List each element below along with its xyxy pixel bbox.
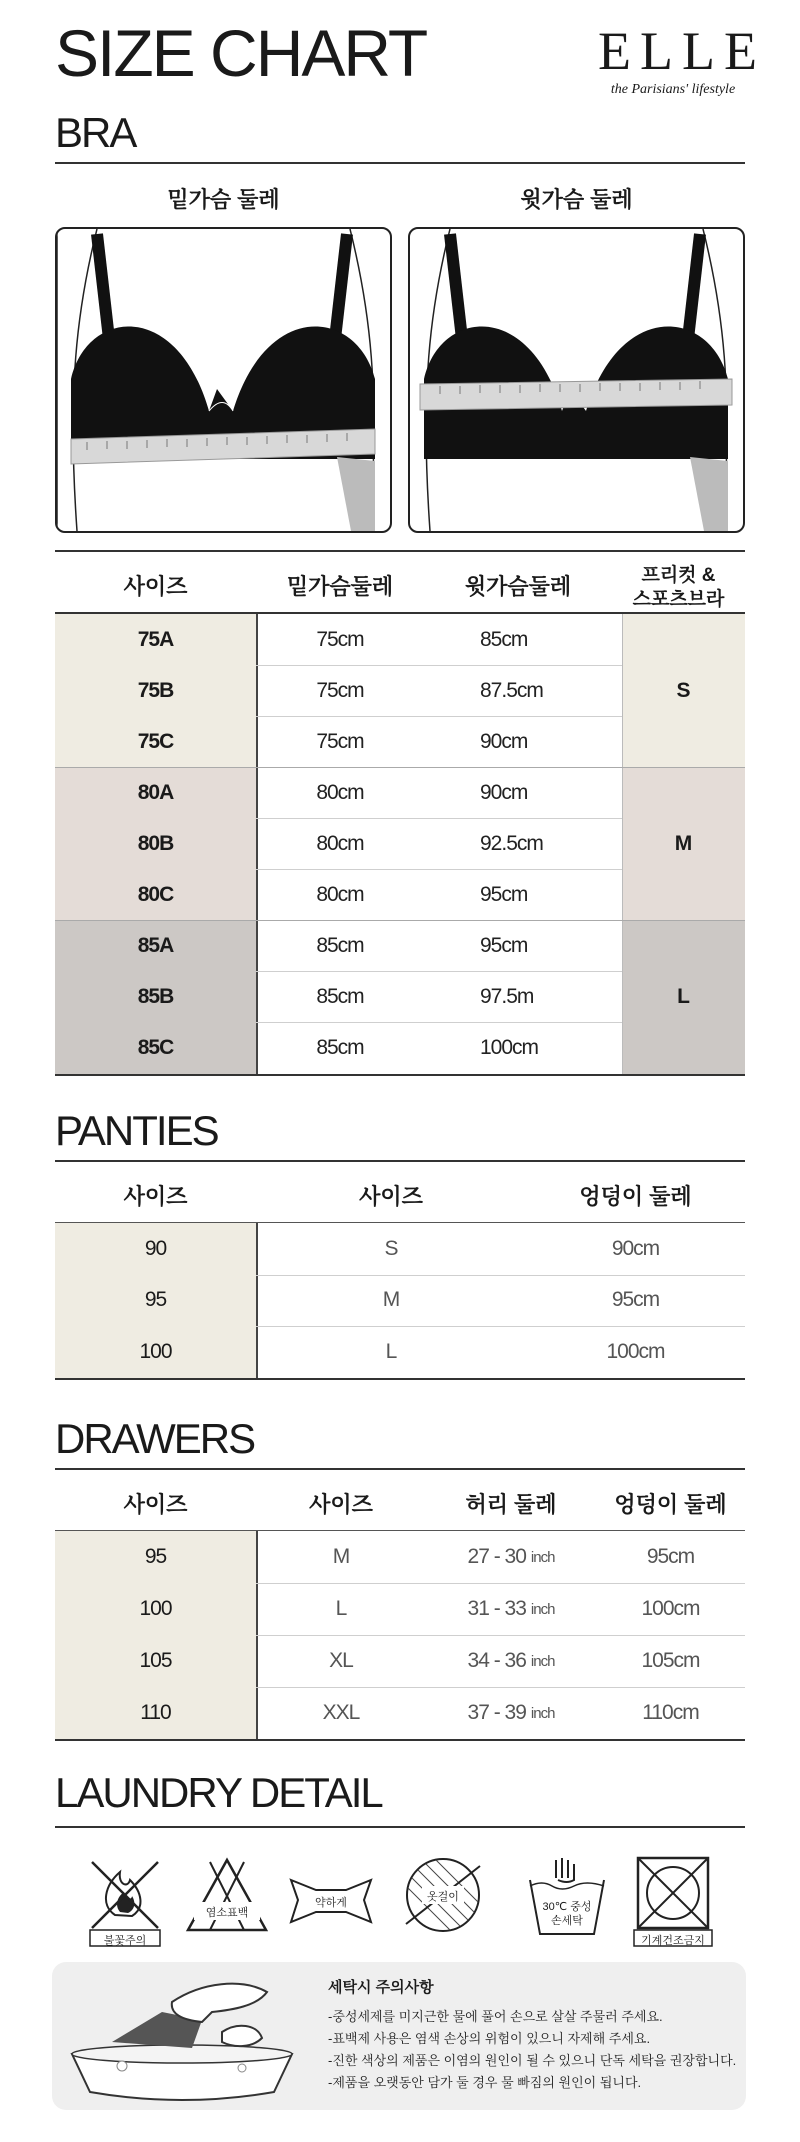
care-label: 30℃ 중성: [542, 1901, 592, 1913]
waist-unit: inch: [530, 1600, 555, 1618]
hand-wash-basin-icon: [52, 1962, 312, 2110]
brand-name: ELLE: [598, 21, 766, 81]
overbust-cell: 87.5cm: [480, 678, 543, 702]
table-row: [55, 767, 745, 818]
panties-bottom-rule: [55, 1378, 745, 1380]
bra-table-bottom-rule: [55, 1074, 745, 1076]
notice-line: -제품을 오랫동안 담가 둘 경우 물 빠짐의 원인이 됩니다.: [328, 2075, 642, 2090]
notice-line: -진한 색상의 제품은 이염의 원인이 될 수 있으니 단독 세탁을 권장합니다.: [328, 2053, 737, 2068]
table-row: [55, 1531, 745, 1583]
drawers-section-title: DRAWERS: [55, 1415, 255, 1462]
panties-hip-cell: 90cm: [611, 1236, 660, 1260]
bra-header-overbust: 윗가슴둘레: [464, 574, 572, 599]
drawers-header-waist: 허리 둘레: [465, 1492, 557, 1517]
drawers-size-table: [55, 1468, 745, 1748]
drawers-bottom-rule: [55, 1739, 745, 1741]
bra-size-cell: 80A: [137, 780, 174, 804]
table-row: [55, 716, 745, 767]
panties-letter-cell: M: [382, 1288, 400, 1312]
bra-size-cell: 85A: [137, 933, 174, 957]
overbust-diagram: [408, 227, 745, 533]
table-row: [55, 665, 745, 716]
table-row: [55, 1275, 745, 1327]
panties-size-cell: 100: [139, 1339, 172, 1363]
underbust-cell: 80cm: [316, 780, 364, 804]
waist-unit: inch: [530, 1548, 555, 1566]
bra-size-cell: 85B: [137, 984, 174, 1008]
overbust-cell: 90cm: [480, 780, 528, 804]
waist-range: 31 - 33: [467, 1597, 526, 1620]
underbust-cell: 80cm: [316, 831, 364, 855]
notice-title: 세탁시 주의사항: [328, 1979, 434, 1996]
bra-header-underbust: 밑가슴둘레: [286, 574, 394, 599]
drawers-waist-cell: [426, 1531, 596, 1583]
brand-tagline: the Parisians' lifestyle: [610, 82, 736, 97]
panties-letter-cell: S: [384, 1236, 398, 1260]
bra-rule: [55, 162, 745, 164]
page-title: SIZE CHART: [55, 16, 427, 90]
drawers-hip-cell: 95cm: [646, 1545, 695, 1568]
table-row: [55, 614, 745, 665]
drawers-letter-cell: XL: [329, 1649, 353, 1672]
notice-line: -표백제 사용은 염색 손상의 위험이 있으니 자제해 주세요.: [328, 2031, 651, 2046]
bra-header-sports: 스포츠브라: [632, 589, 725, 610]
drawers-hip-cell: 100cm: [641, 1597, 700, 1620]
drawers-header-size: 사이즈: [123, 1492, 188, 1517]
notice-line: -중성세제를 미지근한 물에 풀어 손으로 살살 주물러 주세요.: [328, 2009, 663, 2024]
bra-size-cell: 75A: [137, 627, 174, 651]
table-row: [55, 1326, 745, 1378]
underbust-cell: 75cm: [316, 729, 364, 753]
panties-section-title: PANTIES: [55, 1107, 218, 1154]
gentle-icon: [286, 1850, 376, 1950]
drawers-waist-cell: [426, 1635, 596, 1687]
table-row: [55, 1022, 745, 1073]
group-s: S: [622, 614, 745, 767]
laundry-rule: [55, 1826, 745, 1828]
overbust-cell: 95cm: [480, 882, 528, 906]
care-label: 염소표백: [205, 1907, 249, 1919]
panties-header-size: 사이즈: [123, 1184, 188, 1209]
no-bleach-icon: [182, 1850, 272, 1950]
overbust-illustration: [410, 229, 743, 531]
bra-header-freecut: 프리컷 &: [641, 565, 716, 586]
drawers-size-cell: 100: [139, 1597, 172, 1620]
drawers-waist-cell: [426, 1583, 596, 1635]
waist-unit: inch: [530, 1704, 555, 1722]
care-label: 불꽃주의: [103, 1935, 147, 1947]
bra-header-size: 사이즈: [123, 574, 188, 599]
care-label: 약하게: [315, 1897, 347, 1909]
brand-logo: [598, 21, 766, 98]
bra-size-cell: 80B: [137, 831, 174, 855]
care-label: 옷걸이: [427, 1891, 459, 1903]
overbust-cell: 85cm: [480, 627, 528, 651]
panties-size-cell: 95: [144, 1288, 167, 1312]
table-row: [55, 818, 745, 869]
underbust-cell: 75cm: [316, 678, 364, 702]
underbust-diagram: [55, 227, 392, 533]
drawers-size-cell: 95: [144, 1545, 167, 1568]
drawers-header-letter: 사이즈: [309, 1492, 373, 1517]
panties-letter-cell: L: [385, 1339, 397, 1363]
table-row: [55, 971, 745, 1022]
waist-range: 37 - 39: [467, 1701, 526, 1724]
underbust-label: 밑가슴 둘레: [167, 187, 280, 212]
panties-size-table: [55, 1160, 745, 1385]
overbust-cell: 100cm: [480, 1035, 539, 1059]
drawers-size-cell: 105: [139, 1649, 172, 1672]
waist-range: 34 - 36: [467, 1649, 526, 1672]
no-iron-fire-icon: [80, 1850, 170, 1950]
drawers-waist-cell: [426, 1687, 596, 1739]
table-row: [55, 1687, 745, 1739]
drawers-letter-cell: XXL: [322, 1701, 360, 1724]
panties-hip-cell: 100cm: [606, 1339, 665, 1363]
care-label-2: 손세탁: [551, 1915, 583, 1927]
waist-unit: inch: [530, 1652, 555, 1670]
drawers-letter-cell: M: [332, 1545, 350, 1568]
bra-size-cell: 75B: [137, 678, 174, 702]
underbust-cell: 85cm: [316, 933, 364, 957]
drawers-size-cell: 110: [140, 1701, 171, 1724]
no-tumble-dry-icon: [628, 1850, 718, 1950]
laundry-section-title: LAUNDRY DETAIL: [55, 1769, 382, 1816]
panties-hip-cell: 95cm: [611, 1288, 660, 1312]
waist-range: 27 - 30: [467, 1545, 526, 1568]
drawers-letter-cell: L: [335, 1597, 347, 1620]
overbust-cell: 90cm: [480, 729, 528, 753]
hand-wash-icon: [522, 1850, 612, 1950]
underbust-cell: 80cm: [316, 882, 364, 906]
table-row: [55, 869, 745, 920]
bra-table-top-rule: [55, 550, 745, 552]
drawers-header-hip: 엉덩이 둘레: [614, 1492, 727, 1517]
lay-flat-dry-icon: [398, 1850, 488, 1950]
drawers-hip-cell: 110cm: [642, 1701, 699, 1724]
bra-size-table: [55, 550, 745, 1078]
group-l: L: [622, 920, 745, 1074]
panties-header-hip: 엉덩이 둘레: [579, 1184, 692, 1209]
panties-header-letter: 사이즈: [359, 1184, 423, 1209]
underbust-cell: 75cm: [316, 627, 364, 651]
bra-size-cell: 75C: [137, 729, 174, 753]
underbust-cell: 85cm: [316, 1035, 364, 1059]
care-label: 기계건조금지: [641, 1935, 705, 1947]
bra-section-title: BRA: [55, 109, 136, 156]
table-row: [55, 1223, 745, 1275]
overbust-cell: 92.5cm: [480, 831, 543, 855]
panties-size-cell: 90: [144, 1236, 167, 1260]
table-row: [55, 920, 745, 971]
laundry-notice: [52, 1962, 746, 2110]
underbust-cell: 85cm: [316, 984, 364, 1008]
group-m: M: [622, 767, 745, 920]
overbust-label: 윗가슴 둘레: [520, 187, 633, 212]
overbust-cell: 95cm: [480, 933, 528, 957]
drawers-hip-cell: 105cm: [641, 1649, 700, 1672]
bra-size-cell: 85C: [137, 1035, 174, 1059]
table-row: [55, 1583, 745, 1635]
bra-size-cell: 80C: [137, 882, 174, 906]
table-row: [55, 1635, 745, 1687]
overbust-cell: 97.5m: [480, 984, 534, 1008]
underbust-illustration: [57, 229, 390, 531]
